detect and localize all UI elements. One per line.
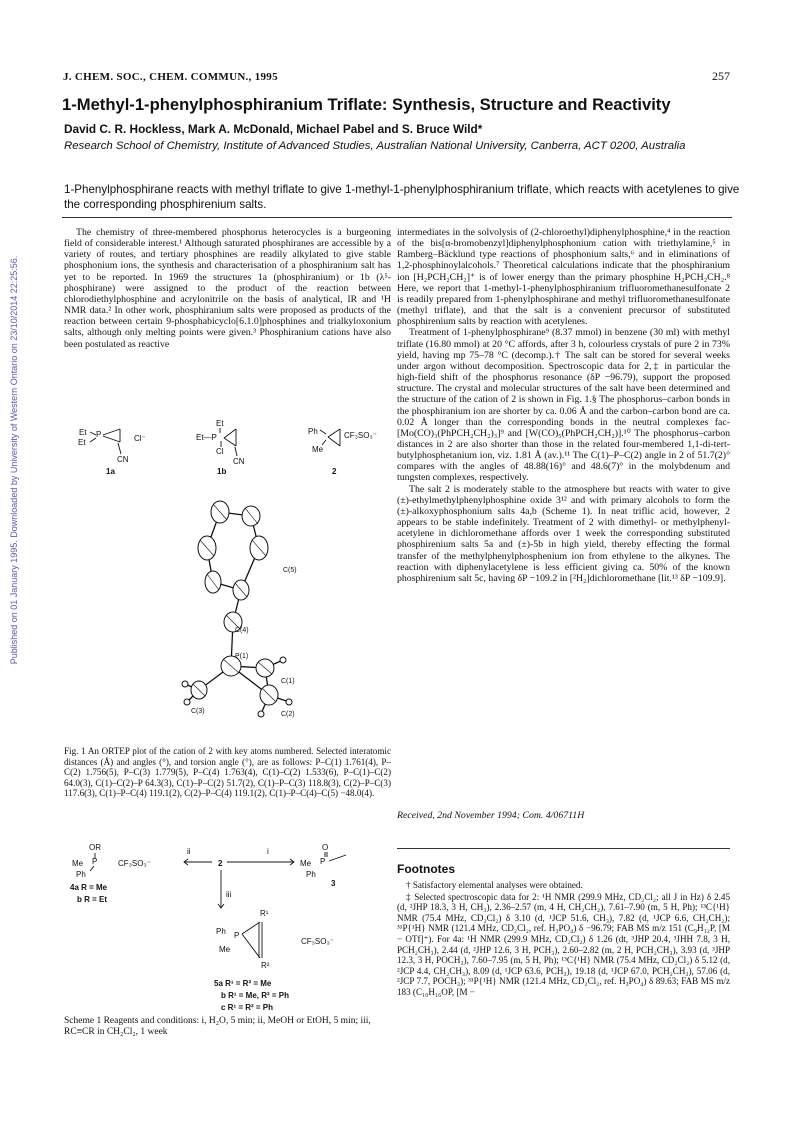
ortep-c3: C(3) (191, 708, 205, 715)
struct-2-label: 2 (332, 467, 337, 476)
scheme-label-5b: b R¹ = Me, R² = Ph (221, 991, 290, 1000)
footnote: ‡ Selected spectroscopic data for 2: ¹H NMR (299.9 MHz, CD₂Cl₂; all J in Hz) δ 2.45 (d, ²JHP 18.3, 3 H, CH₃), 2.36–2.57 (m, 4 H, CH₂CH₂), 7.61–7.90 (m, 5 H, Ph); ¹³C{¹H} NMR (75.4 MHz, CD₂Cl₂) δ 3.10 (d, ¹JCP 51.6, CH₃), 7.82 (d, ¹JCP 6.6, CH₂CH₂); ³¹P{¹H} NMR (121.4 MHz, CD₂Cl₂, ref. H₃PO₄) δ −96.79; FAB MS m/z 151 (C₉H₁₂P, [M − OTf]⁺). For 4a: ¹H NMR (299.9 MHz, CD₂Cl₂) δ 1.26 (dt, ³JHP 20.4, ³JHH 7.8, 3 H, PCH₂CH₃), 2.44 (d, ²JHP 12.6, 3 H, PCH₃), 2.60–2.82 (m, 2 H, PCH₂CH₃), 3.93 (d, ³JHP 12.3, 3 H, POCH₃), 7.60–7.95 (m, 5 H, Ph); ¹³C{¹H} NMR (75.4 MHz, CD₂Cl₂) δ 5.12 (d, ²JCP 4.4, CH₂CH₃), 8.09 (d, ¹JCP 63.6, PCH₃), 19.18 (d, ¹JCP 67.0, PCH₂CH₃), 57.06 (d, ²JCP 7.7, POCH₃); ³¹P{¹H} NMR (121.4 MHz, CD₂Cl₂, ref. H₃PO₄) δ 89.63; FAB MS m/z 183 (C₁₀H₁₆OP, [M − (397, 891, 730, 997)
footnotes (397, 880, 730, 999)
paragraph: The chemistry of three-membered phosphorus heterocycles is a burgeoning field of considerable interest.¹ Although saturated phosphiranes are accessible by a variety of routes, and tertiary phosphines are readily alkylated to give stable phosphonium ions, the synthesis and characterisation of a phosphiranium salt has yet to be reported. In 1969 the structures 1a (phosphiranium) or 1b (λ⁵-phosphirane) were assigned to the product of the reaction between chlorodiethylphosphine and acrylonitrile on the basis of analytical, IR and ¹H NMR data.² In other work, phosphiranium salts were proposed as products of the reaction between certain 9-phosphabicyclo[6.1.0]phosphines and trialkyloxonium salts, although only melting points were given.³ Phosphiranium cations have also been postulated as reactive (64, 227, 391, 350)
scheme-step-ii: ii (187, 847, 191, 856)
authors: David C. R. Hockless, Mark A. McDonald, Michael Pabel and S. Bruce Wild* (64, 122, 483, 136)
scheme-step-iii: iii (226, 890, 232, 899)
ortep-p1: P(1) (235, 653, 249, 660)
footnotes-rule (397, 848, 730, 849)
scheme-4-me: Me (72, 859, 84, 868)
footnote: † Satisfactory elemental analyses were obtained. (406, 880, 583, 890)
affiliation: Research School of Chemistry, Institute of Advanced Studies, Australian National University, Canberra, ACT 0200, Australia (64, 140, 686, 152)
sidebar-text[interactable]: Published on 01 January 1995. Downloaded by University of Western Ontario on 23/10/2014 22:25:56. (9, 255, 19, 665)
paragraph: intermediates in the solvolysis of (2-chloroethyl)diphenylphosphine,⁴ in the reaction of the bis[α-bromobenzyl]diphenylphosphonium cation with triethylamine,⁵ in Ramberg–Bäcklund type reactions of phosphonium salts,⁶ and in eliminations of 1,2-phosphinoylalcohols.⁷ Theoretical calculations indicate that the phosphiranium ion [H₂PCH₂CH₂]⁺ is of lower energy than the primary phosphine H₂PCH₂CH₂.⁸ Here, we report that 1-methyl-1-phenylphosphiranium trifluoromethanesulfonate 2 is readily prepared from 1-phenylphosphirane and methyl trifluoromethanesulfonate (methyl triflate), and that the salt is a convenient precursor of substituted phosphirenium salts by reaction with acetylenes. (397, 227, 730, 328)
scheme-4-ph: Ph (76, 870, 86, 879)
scheme-cpd-3: 3 (331, 879, 336, 888)
struct-1b-label: 1b (217, 467, 227, 476)
scheme-3-ph: Ph (306, 870, 316, 879)
scheme-3-o: O (322, 843, 329, 852)
struct-2-me: Me (312, 445, 324, 454)
scheme-or: OR (89, 843, 101, 852)
struct-1b-cn: CN (233, 457, 245, 466)
struct-1b-cl: Cl (216, 447, 224, 456)
ortep-c2: C(2) (281, 711, 295, 718)
scheme-5-anion: CF₃SO₃⁻ (301, 937, 334, 946)
scheme-cpd-2: 2 (218, 859, 223, 868)
journal-header: J. CHEM. SOC., CHEM. COMMUN., 1995 (63, 71, 278, 83)
struct-1a-label: 1a (106, 467, 115, 476)
scheme-r1: R¹ (260, 909, 269, 918)
struct-1b-et-top: Et (216, 419, 224, 428)
ortep-c5: C(5) (283, 567, 297, 574)
scheme-step-i: i (267, 847, 269, 856)
ortep-c4: C(4) (235, 627, 249, 634)
scheme-1 (64, 842, 391, 1012)
struct-2-ph: Ph (308, 427, 318, 436)
scheme-label-5c: c R¹ = R² = Ph (221, 1003, 274, 1012)
scheme-5-p: P (234, 931, 240, 940)
scheme-5-ph: Ph (216, 927, 226, 936)
scheme-3-me: Me (300, 859, 312, 868)
scheme-4-p: P (92, 857, 98, 866)
abstract-rule (62, 217, 732, 218)
struct-1a-et1: Et (79, 428, 87, 437)
scheme-4-anion: CF₃SO₃⁻ (118, 859, 151, 868)
figure-caption: Fig. 1 An ORTEP plot of the cation of 2 with key atoms numbered. Selected interatomic distances (Å) and angles (°), and torsion angle (°), are as follows: P–C(1) 1.761(4), P–C(2) 1.756(5), P–C(3) 1.779(5), P–C(4) 1.763(4), C(1)–C(2) 1.533(6), P–C(1)–C(2) 64.0(3), C(1)–C(2)–P 64.3(3), C(1)–P–C(2) 51.7(2), C(1)–P–C(3) 118.8(3), C(2)–P–C(3) 117.6(3), C(1)–P–C(4) 119.1(2), C(2)–P–C(4) 119.1(2), C(1)–P–C(4)–C(5) −48.0(4). (64, 746, 391, 799)
scheme-r2: R² (261, 961, 270, 970)
ortep-plot (165, 490, 315, 742)
right-column-text (397, 227, 730, 584)
received-date: Received, 2nd November 1994; Com. 4/06711H (397, 810, 585, 821)
struct-1a-p: P (96, 430, 102, 439)
scheme-label-5a: 5a R¹ = R² = Me (214, 979, 272, 988)
struct-1a-et2: Et (78, 438, 86, 447)
scheme-5-me: Me (219, 945, 231, 954)
article-title: 1-Methyl-1-phenylphosphiranium Triflate: Synthesis, Structure and Reactivity (62, 95, 671, 114)
struct-1a-cn: CN (117, 455, 129, 464)
download-sidebar[interactable] (7, 240, 21, 680)
struct-1a-cl: Cl⁻ (134, 434, 146, 443)
struct-1b-et-left: Et—P (196, 433, 217, 442)
ortep-c1: C(1) (281, 678, 295, 685)
left-column-text (64, 227, 391, 350)
scheme-label-4a: 4a R = Me (70, 883, 108, 892)
struct-2-anion: CF₃SO₃⁻ (344, 431, 377, 440)
scheme-caption: Scheme 1 Reagents and conditions: i, H₂O, 5 min; ii, MeOH or EtOH, 5 min; iii, RC≡CR in CH₂Cl₂, 1 week (64, 1016, 371, 1037)
scheme-3-p: P (320, 857, 326, 866)
structures-1a-1b-2 (64, 418, 394, 476)
paragraph: Treatment of 1-phenylphosphirane⁹ (8.37 mmol) in benzene (30 ml) with methyl triflate (16.80 mmol) at 20 °C affords, after 3 h, colourless crystals of pure 2 in 73% yield, having mp 75–78 °C (decomp.).† The salt can be stored for several weeks under argon without decomposition. Spectroscopic data for 2,‡ in particular the high-field shift of the phosphorus resonance (δP −96.79), support the proposed structure. The crystal and molecular structures of the salt have been determined and the structure of the cation of 2 is shown in Fig. 1.§ The phosphorus–carbon bonds in the phosphiranium ion are shorter by ca. 0.06 Å and the carbon–carbon bond are ca. 0.02 Å longer than the corresponding bonds in the neutral complexes fac-[Mo(CO)₃(PhPCH₂CH₂)₃]⁹ and [W(CO)₅(PhPCH₂CH₂)].¹⁰ The phosphorus–carbon distances in 2 are also shorter than those in the related four-membered 1,1-di-tert-butylphosphetanium ion, viz. 1.81 Å (av.).¹¹ The C(1)–P–C(2) angle in 2 of 51.7(2)° compares with the angles of 48.88(16)° and 48.6(7)° in the molybdenum and tungsten complexes, respectively. (397, 327, 730, 484)
footnotes-title: Footnotes (397, 862, 455, 876)
page-number: 257 (712, 69, 730, 83)
paragraph: The salt 2 is moderately stable to the atmosphere but reacts with water to give (±)-ethylmethylphenylphosphine oxide 3¹² and with primary alcohols to form the (±)-alkoxyphosphonium salts 4a,b (Scheme 1). In neat triflic acid, however, 2 appears to be stable indefinitely. Treatment of 2 with dimethyl- or methylphenyl-acetylene in dichloromethane affords over 1 week the corresponding substituted phosphirenium salts 5a and (±)-5b in high yield, thereby effecting the formal transfer of the methylphenylphosphenium ion from ethylene to the alkynes. The reaction with diphenylacetylene is less efficient giving ca. 50% of the known phosphirenium salt 5c, having δP −109.2 in [²H₂]dichloromethane [lit.¹³ δP −109.9]. (397, 483, 730, 584)
abstract: 1-Phenylphosphirane reacts with methyl triflate to give 1-methyl-1-phenylphosphiranium triflate, which reacts with acetylenes to give the corresponding phosphirenium salts. (64, 183, 740, 211)
scheme-label-4b: b R = Et (77, 895, 108, 904)
